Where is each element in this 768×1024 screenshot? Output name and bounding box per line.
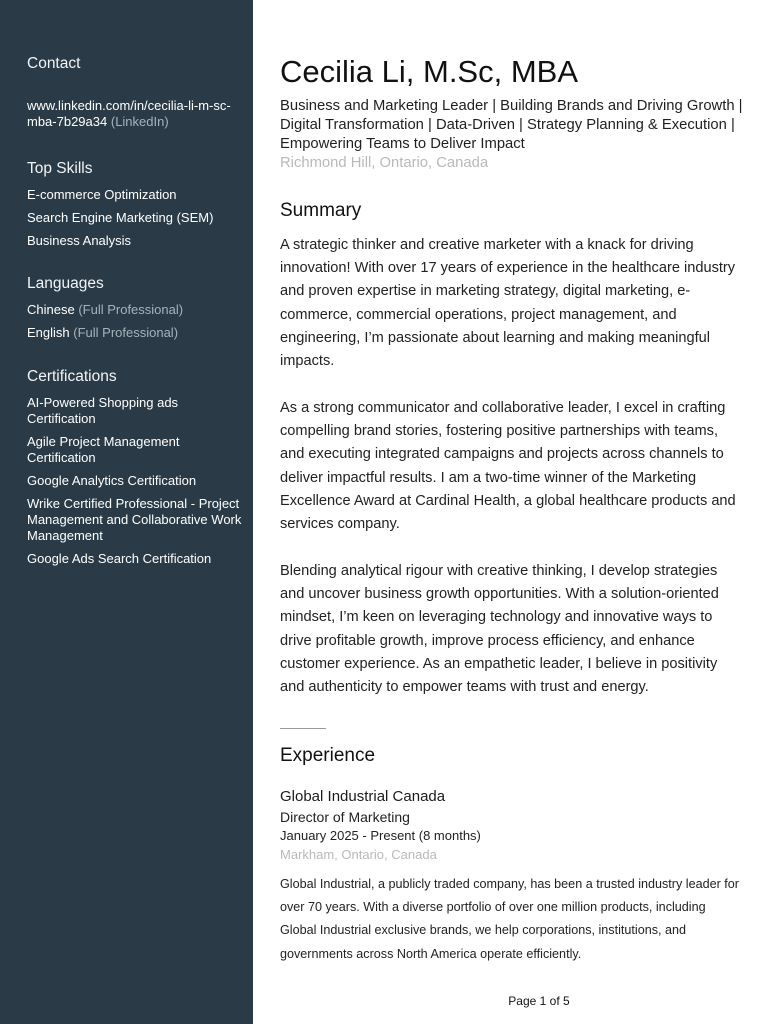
certification-item: Google Analytics Certification — [27, 473, 197, 488]
job-company: Global Industrial Canada — [280, 788, 446, 805]
certification-item: Google Ads Search Certification — [27, 551, 212, 566]
language-level: (Full Professional) — [78, 302, 184, 317]
job-title: Director of Marketing — [280, 809, 410, 825]
certification-item: AI-Powered Shopping ads Certification — [27, 395, 179, 426]
language-level: (Full Professional) — [73, 325, 179, 340]
profile-location: Richmond Hill, Ontario, Canada — [280, 155, 489, 171]
contact-section — [27, 55, 247, 130]
skills-heading: Top Skills — [27, 160, 93, 177]
contact-heading: Contact — [27, 55, 81, 72]
certification-item: Agile Project Management Certification — [27, 434, 180, 465]
job-location: Markham, Ontario, Canada — [280, 847, 437, 862]
certification-item: Wrike Certified Professional - Project Management and Collaborative Work Management — [27, 496, 242, 543]
linkedin-link[interactable] — [27, 98, 247, 130]
language-name: Chinese — [27, 302, 75, 317]
profile-name: Cecilia Li, M.Sc, MBA — [280, 54, 579, 89]
experience-heading: Experience — [280, 745, 376, 766]
page-number: Page 1 of 5 — [508, 994, 570, 1008]
linkedin-url[interactable]: www.linkedin.com/in/cecilia-li-m-sc-mba-7b29a34 — [27, 98, 231, 129]
sidebar — [0, 0, 253, 1024]
profile-headline: Business and Marketing Leader | Building Brands and Driving Growth | Digital Transformation | Data-Driven | Strategy Planning & Execution | Empowering Teams to Deliver Impact — [280, 98, 743, 152]
summary-paragraph: A strategic thinker and creative marketer with a knack for driving innovation! With over 17 years of experience in the healthcare industry and proven expertise in marketing strategy, digital marketing, e-commerce, commercial operations, project management, and engineering, I’m passionate about learning and making meaningful impacts. — [280, 237, 736, 370]
certifications-section — [27, 368, 249, 567]
languages-heading: Languages — [27, 275, 104, 292]
skill-item: E-commerce Optimization — [27, 187, 177, 202]
certifications-heading: Certifications — [27, 368, 117, 385]
languages-section — [27, 275, 247, 341]
language-item — [27, 325, 247, 341]
skill-item: Business Analysis — [27, 233, 132, 248]
linkedin-label: (LinkedIn) — [110, 114, 169, 129]
summary-heading: Summary — [280, 200, 362, 221]
language-item — [27, 302, 247, 318]
summary-paragraph: As a strong communicator and collaborative leader, I excel in crafting compelling brand stories, fostering positive partnerships with teams, and executing integrated campaigns and projects across channels to deliver impactful results. I am a two-time winner of the Marketing Excellence Award at Cardinal Health, a global healthcare products and services company. — [280, 400, 736, 533]
job-dates: January 2025 - Present (8 months) — [280, 828, 481, 843]
skill-item: Search Engine Marketing (SEM) — [27, 210, 214, 225]
summary-paragraph: Blending analytical rigour with creative thinking, I develop strategies and uncover business growth opportunities. With a solution-oriented mindset, I’m keen on leveraging technology and innovative ways to drive profitable growth, improve process efficiency, and enhance customer experience. As an empathetic leader, I believe in positivity and authenticity to empower teams with trust and energy. — [280, 563, 719, 696]
job-description: Global Industrial, a publicly traded company, has been a trusted industry leader for over 70 years. With a diverse portfolio of over one million products, including Global Industrial exclusive brands, we help corporations, institutions, and governments across North America operate efficiently. — [280, 877, 739, 961]
section-divider — [280, 728, 326, 729]
skills-section — [27, 160, 247, 249]
language-name: English — [27, 325, 70, 340]
